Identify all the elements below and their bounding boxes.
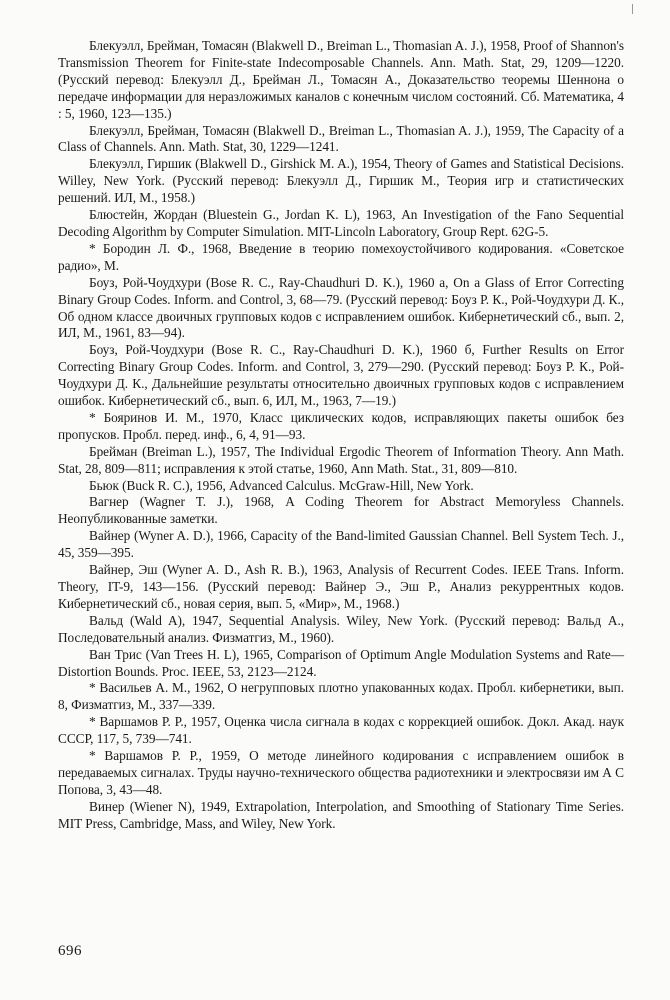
bib-entry-blackwell-girshick-1954: Блекуэлл, Гиршик (Blakwell D., Girshick M. A.), 1954, Theory of Games and Statistical Decisions. Willey, New York. (Русский перевод: Блекуэлл Д., Гиршик М., Теория игр и статистических решений. ИЛ, М., 1958.) bbox=[58, 156, 624, 206]
bib-entry-bose-raychaudhuri-1960b: Боуз, Рой-Чоудхури (Bose R. C., Ray-Chaudhuri D. K.), 1960 б, Further Results on Error Correcting Binary Group Codes. Inform. and Control, 3, 279—290. (Русский перевод: Боуз Р. К., Рой-Чоудхури Д. К., Дальнейшие результаты относительно двоичных групповых кодов с исправлением ошибок. Кибернетический сб., вып. 6, ИЛ, М., 1963, 7—19.) bbox=[58, 342, 624, 409]
bibliography-list bbox=[58, 38, 624, 833]
bib-entry-wyner-1966: Вайнер (Wyner A. D.), 1966, Capacity of the Band-limited Gaussian Channel. Bell System Tech. J., 45, 359—395. bbox=[58, 528, 624, 561]
bib-entry-vasiliev-1962: * Васильев А. М., 1962, О негрупповых плотно упакованных кодах. Пробл. кибернетики, вып. 8, Физматгиз, М., 337—339. bbox=[58, 680, 624, 713]
bib-entry-wyner-ash-1963: Вайнер, Эш (Wyner A. D., Ash R. B.), 1963, Analysis of Recurrent Codes. IEEE Trans. Inform. Theory, IT-9, 143—156. (Русский перевод: Вайнер Э., Эш Р., Анализ рекуррентных кодов. Кибернетический сб., новая серия, вып. 5, «Мир», М., 1968.) bbox=[58, 562, 624, 611]
page-number: 696 bbox=[58, 943, 82, 959]
bib-entry-buck-1956: Бьюк (Buck R. C.), 1956, Advanced Calculus. McGraw-Hill, New York. bbox=[89, 477, 474, 493]
bib-entry-van-trees-1965: Ван Трис (Van Trees H. L), 1965, Comparison of Optimum Angle Modulation Systems and Rate—Distortion Bounds. Proc. IEEE, 53, 2123—2124. bbox=[58, 646, 624, 679]
margin-mark bbox=[632, 4, 633, 14]
bib-entry-breiman-1957: Брейман (Breiman L.), 1957, The Individual Ergodic Theorem of Information Theory. Ann Math. Stat, 28, 809—811; исправления к этой статье, 1960, Ann Math. Stat., 31, 809—810. bbox=[58, 443, 624, 476]
bib-entry-bose-raychaudhuri-1960a: Боуз, Рой-Чоудхури (Bose R. C., Ray-Chaudhuri D. K.), 1960 a, On a Glass of Error Correcting Binary Group Codes. Inform. and Control, 3, 68—79. (Русский перевод: Боуз Р. К., Рой-Чоудхури Д. К., Об одном классе двоичных групповых кодов с исправлением ошибок. Кибернетический сб., вып. 2, ИЛ, М., 1961, 83—94). bbox=[58, 274, 624, 341]
bib-entry-wagner-1968: Вагнер (Wagner T. J.), 1968, A Coding Theorem for Abstract Memoryless Channels. Неопубликованные заметки. bbox=[58, 494, 624, 527]
bib-entry-borodin-1968: * Бородин Л. Ф., 1968, Введение в теорию помехоустойчивого кодирования. «Советское радио», М. bbox=[58, 240, 624, 273]
bib-entry-varshamov-1959: * Варшамов Р. Р., 1959, О методе линейного кодирования с исправлением ошибок в передаваемых сигналах. Труды научно-технического общества радиотехники и электросвязи им А С Попова, 3, 43—48. bbox=[58, 748, 624, 797]
bib-entry-blackwell-breiman-thomasian-1958: Блекуэлл, Брейман, Томасян (Blakwell D., Breiman L., Thomasian A. J.), 1958, Proof of Shannon's Transmission Theorem for Finite-state Indecomposable Channels. Ann. Math. Stat, 29, 1209—1220. (Русский перевод: Блекуэлл Д., Брейман Л., Томасян А., Доказательство теоремы Шеннона о передаче информации для неразложимых каналов с конечным числом состояний. Сб. Математика, 4 : 5, 1960, 123—135.) bbox=[58, 38, 624, 121]
bib-entry-wald-1947: Вальд (Wald A), 1947, Sequential Analysis. Wiley, New York. (Русский перевод: Вальд А., Последовательный анализ. Физматгиз, М., 1960). bbox=[58, 612, 624, 645]
bib-entry-varshamov-1957: * Варшамов Р. Р., 1957, Оценка числа сигнала в кодах с коррекцией ошибок. Докл. Акад. наук СССР, 117, 5, 739—741. bbox=[58, 714, 624, 747]
bib-entry-wiener-1949: Винер (Wiener N), 1949, Extrapolation, Interpolation, and Smoothing of Stationary Time Series. MIT Press, Cambridge, Mass, and Wiley, New York. bbox=[58, 798, 624, 831]
bib-entry-boyarinov-1970: * Бояринов И. М., 1970, Класс циклических кодов, исправляющих пакеты ошибок без пропусков. Пробл. перед. инф., 6, 4, 91—93. bbox=[58, 409, 624, 442]
bib-entry-bluestein-jordan-1963: Блюстейн, Жордан (Bluestein G., Jordan K. L), 1963, An Investigation of the Fano Sequential Decoding Algorithm by Computer Simulation. MIT-Lincoln Laboratory, Group Rept. 62G-5. bbox=[58, 207, 624, 239]
bib-entry-blackwell-breiman-thomasian-1959: Блекуэлл, Брейман, Томасян (Blakwell D., Breiman L., Thomasian A. J.), 1959, The Capacity of a Class of Channels. Ann. Math. Stat, 30, 1229—1241. bbox=[58, 122, 624, 155]
